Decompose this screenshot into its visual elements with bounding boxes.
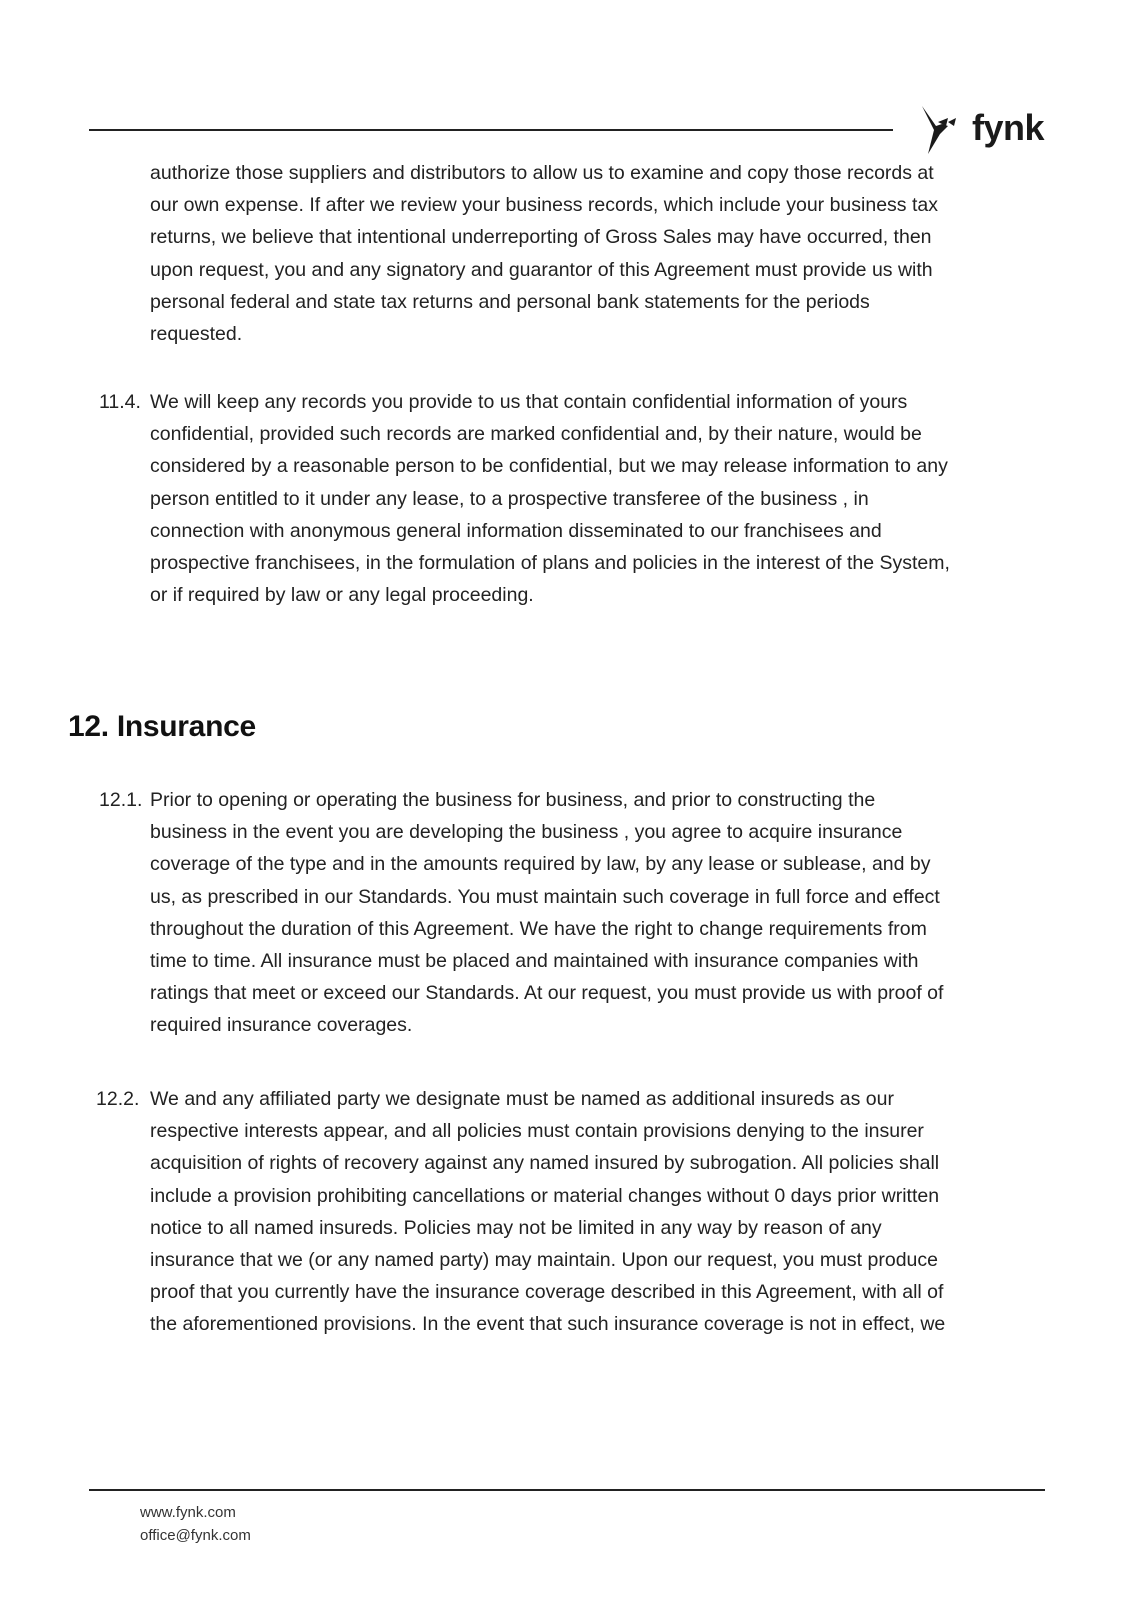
text-line: requested. — [150, 323, 243, 346]
text-line: or if required by law or any legal proceeding. — [150, 584, 534, 607]
text-line: considered by a reasonable person to be confidential, but we may release information to any — [150, 455, 948, 478]
text-line: acquisition of rights of recovery against any named insured by subrogation. All policies shall — [150, 1152, 940, 1175]
text-line: include a provision prohibiting cancellations or material changes without 0 days prior written — [150, 1184, 940, 1207]
text-line: upon request, you and any signatory and guarantor of this Agreement must provide us with — [150, 258, 933, 281]
text-line: our own expense. If after we review your business records, which include your business tax — [150, 194, 938, 217]
footer-divider — [89, 1489, 1045, 1491]
fynk-logo — [918, 104, 1044, 156]
bird-logo-icon — [918, 104, 968, 156]
text-line: notice to all named insureds. Policies may not be limited in any way by reason of any — [150, 1216, 882, 1239]
text-line: the aforementioned provisions. In the event that such insurance coverage is not in effect, we — [150, 1313, 946, 1336]
text-line: business in the event you are developing the business , you agree to acquire insurance — [150, 821, 903, 844]
continuation-paragraph — [150, 157, 1050, 350]
text-line: required insurance coverages. — [150, 1014, 413, 1037]
text-line: ratings that meet or exceed our Standards. At our request, you must provide us with proof of — [150, 982, 944, 1005]
text-line: Prior to opening or operating the business for business, and prior to constructing the — [150, 789, 876, 811]
clause-number-11-4: 11.4. — [99, 391, 141, 413]
text-line: connection with anonymous general information disseminated to our franchisees and — [150, 519, 882, 542]
clause-12-2-text — [150, 1083, 1050, 1341]
clause-11-4-text — [150, 386, 1050, 611]
text-line: person entitled to it under any lease, to a prospective transferee of the business , in — [150, 487, 869, 510]
text-line: insurance that we (or any named party) may maintain. Upon our request, you must produce — [150, 1249, 938, 1272]
text-line: coverage of the type and in the amounts required by law, by any lease or sublease, and by — [150, 853, 931, 876]
text-line: respective interests appear, and all policies must contain provisions denying to the insurer — [150, 1120, 924, 1143]
text-line: authorize those suppliers and distributors to allow us to examine and copy those records at — [150, 162, 934, 184]
text-line: us, as prescribed in our Standards. You must maintain such coverage in full force and effect — [150, 885, 940, 908]
text-line: throughout the duration of this Agreement. We have the right to change requirements from — [150, 917, 927, 940]
footer-website-link[interactable]: www.fynk.com — [140, 1504, 236, 1521]
text-line: time to time. All insurance must be placed and maintained with insurance companies with — [150, 950, 919, 973]
footer-email-link[interactable]: office@fynk.com — [140, 1527, 251, 1544]
logo-wordmark: fynk — [972, 107, 1045, 148]
text-line: prospective franchisees, in the formulation of plans and policies in the interest of the System, — [150, 552, 950, 575]
clause-number-12-1: 12.1. — [99, 789, 143, 811]
footer-contact — [140, 1501, 251, 1547]
text-line: We and any affiliated party we designate must be named as additional insureds as our — [150, 1088, 894, 1110]
clause-12-1-text — [150, 784, 1050, 1042]
clause-number-12-2: 12.2. — [96, 1088, 140, 1110]
text-line: returns, we believe that intentional underreporting of Gross Sales may have occurred, then — [150, 226, 932, 249]
text-line: personal federal and state tax returns and personal bank statements for the periods — [150, 290, 870, 313]
text-line: We will keep any records you provide to us that contain confidential information of yours — [150, 391, 908, 413]
section-heading: 12. Insurance — [68, 710, 256, 743]
text-line: confidential, provided such records are marked confidential and, by their nature, would be — [150, 423, 922, 446]
text-line: proof that you currently have the insurance coverage described in this Agreement, with all of — [150, 1281, 944, 1304]
header-divider — [89, 129, 893, 131]
